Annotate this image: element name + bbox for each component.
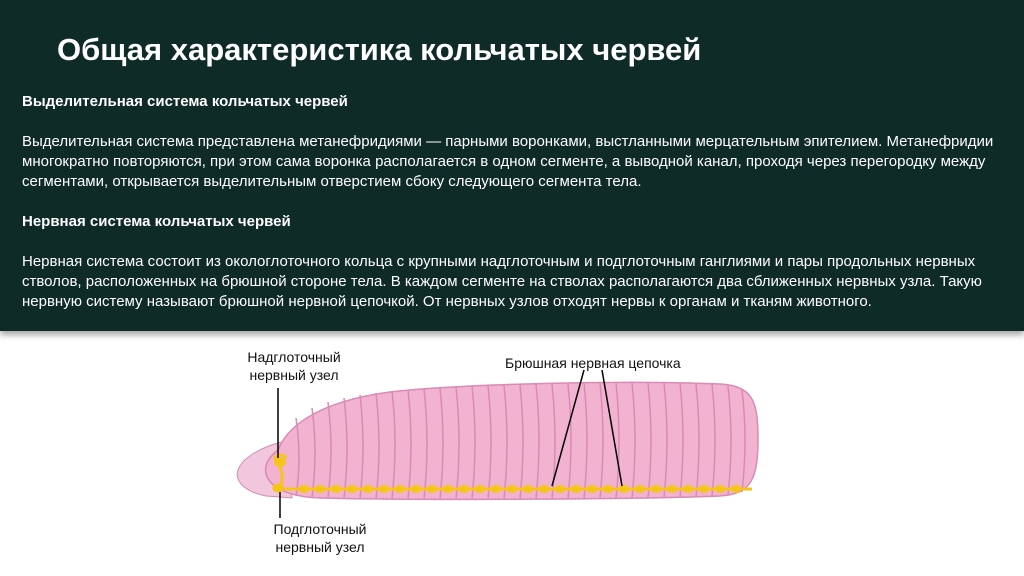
label-subganglion [260,520,380,556]
text-content [22,92,1012,332]
label-subganglion-line2: нервный узел [275,539,365,555]
label-nerve-chain: Брюшная нервная цепочка [505,355,681,371]
worm-nervous-system-figure [200,338,820,576]
slide-title: Общая характеристика кольчатых червей [57,32,702,67]
section-text-nervous: Нервная система состоит из окологлоточного кольца с крупными надглоточным и подглоточным ганглиями и пары продольных нервных стволов, расположенных на брюшной стороне тела. В каждом сегменте на стволах располагаются два сближенных нервных узла. Такую нервную систему называют брюшной нервной цепочкой. От нервных узлов отходят нервы к органам и тканям животного. [22,253,982,310]
supraganglion-node [274,457,286,467]
label-subganglion-line1: Подглоточный [273,521,367,537]
section-heading-nervous: Нервная система кольчатых червей [22,213,291,230]
label-supraganglion-line1: Надглоточный [247,349,341,365]
section-text-excretory: Выделительная система представлена метанефридиями — парными воронками, выстланными мерцательным эпителием. Метанефридии многократно повторяются, при этом сама воронка располагается в одном сегменте, а выводной канал, проходя через перегородку между сегментами, открывается выделительным отверстием сбоку следующего сегмента тела. [22,133,994,190]
worm-body [266,382,758,499]
label-supraganglion-line2: нервный узел [249,367,339,383]
label-supraganglion [232,348,356,384]
section-heading-excretory: Выделительная система кольчатых червей [22,93,348,110]
